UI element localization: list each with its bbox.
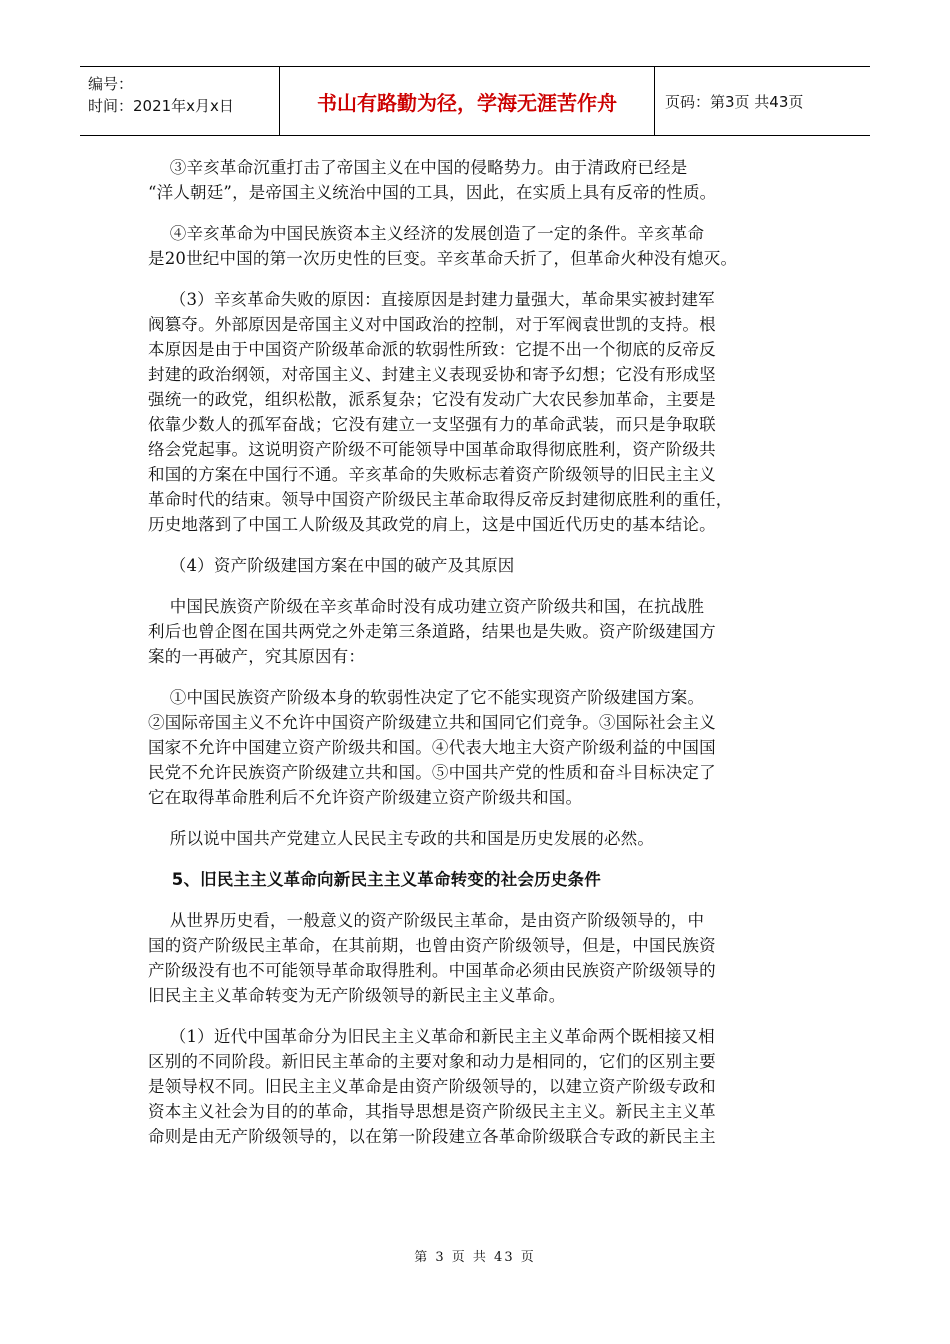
number-label: 编号：: [88, 75, 134, 93]
paragraph: （3）辛亥革命失败的原因：直接原因是封建力量强大，革命果实被封建军 阀篡夺。外部原因是帝国主义对中国政治的控制，对于军阀袁世凯的支持。根 本原因是由于中国资产阶级革命派的软弱性所致：它提不出一个彻底的反帝反 封建的政治纲领，对帝国主义、封建主义表现妥协和寄予幻想；它没有形成坚 强统一的政党，组织松散，派系复杂；它没有发动广大农民参加革命，主要是 依靠少数人的孤军奋战；它没有建立一支坚强有力的革命武装，而只是争取联 络会党起事。这说明资产阶级不可能领导中国革命取得彻底胜利，资产阶级共 和国的方案在中国行不通。辛亥革命的失败标志着资产阶级领导的旧民主主义 革命时代的结束。领导中国资产阶级民主革命取得反帝反封建彻底胜利的重任， 历史地落到了中国工人阶级及其政党的肩上，这是中国近代历史的基本结论。: [148, 290, 733, 534]
page-footer: 第 3 页 共 43 页: [414, 1250, 536, 1265]
paragraph: （1）近代中国革命分为旧民主主义革命和新民主主义革命两个既相接又相 区别的不同阶段。新旧民主革命的主要对象和动力是相同的，它们的区别主要 是领导权不同。旧民主主义革命是由资产阶级领导的，以建立资产阶级专政和 资本主义社会为目的的革命，其指导思想是资产阶级民主主义。新民主主义革 命则是由无产阶级领导的，以在第一阶段建立各革命阶级联合专政的新民主主: [148, 1027, 716, 1146]
document-body: [148, 155, 808, 1149]
paragraph: ④辛亥革命为中国民族资本主义经济的发展创造了一定的条件。辛亥革命 是20世纪中国的第一次历史性的巨变。辛亥革命夭折了，但革命火种没有熄灭。: [148, 224, 738, 268]
header-table: [80, 66, 870, 136]
paragraph: （4）资产阶级建国方案在中国的破产及其原因: [148, 556, 515, 575]
section-heading: 5、旧民主主义革命向新民主主义革命转变的社会历史条件: [148, 870, 601, 889]
paragraph: ③辛亥革命沉重打击了帝国主义在中国的侵略势力。由于清政府已经是 “洋人朝廷”，是帝国主义统治中国的工具，因此，在实质上具有反帝的性质。: [148, 158, 717, 202]
time-label: 时间：2021年x月x日: [88, 97, 234, 115]
header-page-info: 页码：第3页 共43页: [665, 92, 804, 111]
paragraph: ①中国民族资产阶级本身的软弱性决定了它不能实现资产阶级建国方案。 ②国际帝国主义不允许中国资产阶级建立共和国同它们竞争。③国际社会主义 国家不允许中国建立资产阶级共和国。④代表大地主大资产阶级利益的中国国 民党不允许民族资产阶级建立共和国。⑤中国共产党的性质和奋斗目标决定了 它在取得革命胜利后不允许资产阶级建立资产阶级共和国。: [148, 688, 716, 807]
paragraph: 所以说中国共产党建立人民民主专政的共和国是历史发展的必然。: [148, 829, 655, 848]
header-motto: 书山有路勤为径，学海无涯苦作舟: [280, 67, 655, 135]
header-meta: [80, 67, 280, 135]
paragraph: 中国民族资产阶级在辛亥革命时没有成功建立资产阶级共和国，在抗战胜 利后也曾企图在国共两党之外走第三条道路，结果也是失败。资产阶级建国方 案的一再破产，究其原因有：: [148, 597, 716, 666]
paragraph: 从世界历史看，一般意义的资产阶级民主革命，是由资产阶级领导的，中 国的资产阶级民主革命，在其前期，也曾由资产阶级领导，但是，中国民族资 产阶级没有也不可能领导革命取得胜利。中国革命必须由民族资产阶级领导的 旧民主主义革命转变为无产阶级领导的新民主主义革命。: [148, 911, 716, 1005]
